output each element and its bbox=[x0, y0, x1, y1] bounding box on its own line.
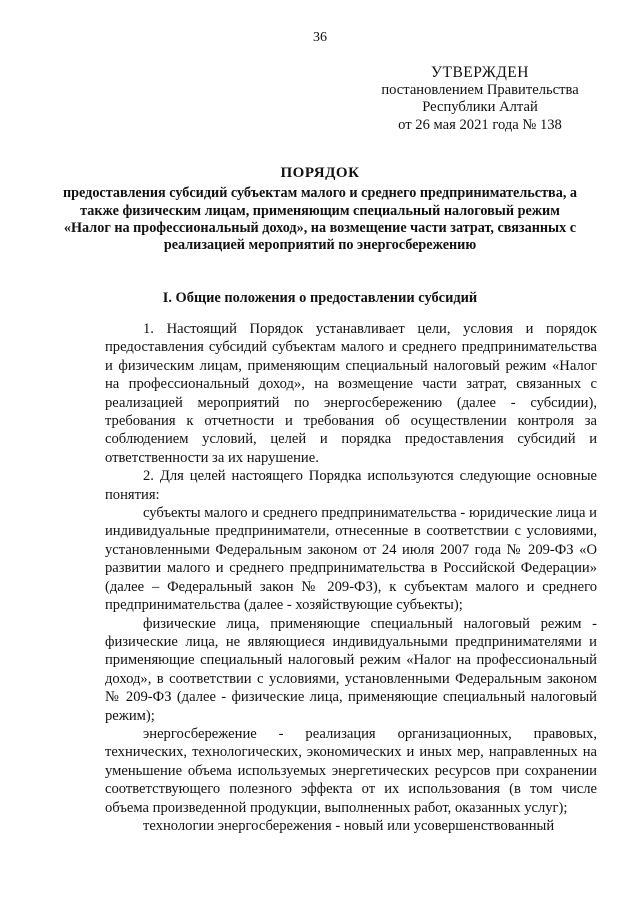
approval-line: постановлением Правительства bbox=[381, 81, 579, 98]
paragraph: 2. Для целей настоящего Порядка используются следующие основные понятия: bbox=[105, 468, 597, 503]
approval-title: УТВЕРЖДЕН bbox=[431, 64, 529, 81]
document-title bbox=[60, 165, 580, 254]
document-title-main: ПОРЯДОК bbox=[280, 165, 360, 181]
approval-line: Республики Алтай bbox=[422, 99, 538, 116]
approval-date-line: от 26 мая 2021 года № 138 bbox=[398, 116, 562, 133]
paragraph: энергосбережение - реализация организационных, правовых, технических, технологических, экономических и иных мер, направленных на уменьшение объема используемых энергетических ресурсов при сохранении соответствующего полезного эффекта от их использования (в том числе объема произведенной продукции, выполненных работ, оказанных услуг); bbox=[105, 725, 597, 816]
document-title-subtitle: предоставления субсидий субъектам малого и среднего предпринимательства, а также физическим лицам, применяющим специальный налоговый режим «Налог на профессиональный доход», на возмещение части затрат, связанных с реализацией мероприятий по энергосбережению bbox=[62, 185, 578, 254]
page-number: 36 bbox=[313, 30, 327, 45]
approval-stamp bbox=[360, 64, 600, 134]
paragraph: субъекты малого и среднего предпринимательства - юридические лица и индивидуальные предприниматели, отнесенные в соответствии с условиями, установленными Федеральным законом от 24 июля 2007 года № 209-ФЗ «О развитии малого и среднего предпринимательства в Российской Федерации» (далее – Федеральный закон № 209-ФЗ), к субъектам малого и среднего предпринимательства (далее - хозяйствующие субъекты); bbox=[105, 505, 597, 614]
paragraph: 1. Настоящий Порядок устанавливает цели, условия и порядок предоставления субсидий субъектам малого и среднего предпринимательства и физическим лицам, применяющим специальный налоговый режим «Налог на профессиональный доход», на возмещение части затрат, связанных с реализацией мероприятий по энергосбережению (далее - субсидии), требования к отчетности и требования об осуществлении контроля за соблюдением условий, целей и порядка предоставления субсидий и ответственности за их нарушение. bbox=[105, 321, 597, 466]
section-heading: I. Общие положения о предоставлении субсидий bbox=[162, 290, 478, 306]
document-body bbox=[105, 320, 597, 835]
paragraph: физические лица, применяющие специальный налоговый режим - физические лица, не являющиеся индивидуальными предпринимателями и применяющие специальный налоговый режим «Налог на профессиональный доход», в соответствии с условиями, установленными Федеральным законом № 209-ФЗ (далее - физические лица, применяющие специальный налоговый режим); bbox=[105, 615, 597, 724]
paragraph: технологии энергосбережения - новый или усовершенствованный bbox=[143, 817, 555, 834]
